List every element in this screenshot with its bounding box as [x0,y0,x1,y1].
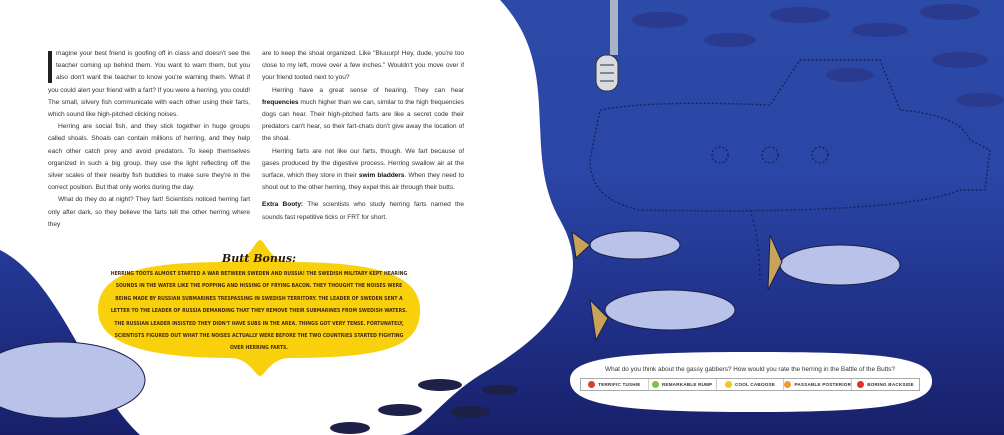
rating-option-boring-backside[interactable] [852,379,919,390]
rating-options [580,378,920,391]
keyword: frequencies [262,98,299,106]
periscope [596,0,618,91]
rating-section [580,366,920,391]
extra-booty [262,199,464,223]
face-icon [784,381,791,388]
paragraph: Herring are social fish, and they stick together in huge groups called shoals. Shoals can contain millions of herring, and they help each other catch prey and avoid predators. To keep themselves organized in such a big group, they use the light reflecting off the silver scales of their nearby fish buddies to make sure they're in the correct position. But that only works during the day. [48,123,250,192]
option-label: PASSABLE POSTERIOR [794,382,852,387]
drop-cap-i [48,51,52,83]
text: The scientists who study herring farts named the sounds fast repetitive ticks or FRT for short. [262,201,464,221]
text: much higher than we can, similar to the high frequencies dogs can hear. Their high-pitched farts are like a secret code their predators can't hear, so their fart-chats don't give away the location of the shoal. [262,98,464,143]
option-label: REMARKABLE RUMP [661,382,713,387]
bonus-title: Butt Bonus: [221,252,297,265]
text-column-right [262,48,464,224]
rating-option-cool-caboose[interactable] [717,379,785,390]
text-column-left [48,48,250,231]
sunglasses-face-icon [725,381,732,388]
option-label: BORING BACKSIDE [867,382,914,387]
bonus-body: HERRING TOOTS ALMOST STARTED A WAR BETWEEN SWEDEN AND RUSSIA! THE SWEDISH MILITARY KEPT HEARING SOUNDS IN THE WATER LIKE THE POPPING AND HISSING OF FRYING BACON. THEY THOUGHT THE NOISES WERE BEING MADE BY RUSSIAN SUBMARINES TRESPASSING IN SWEDISH TERRITORY. THE LEADER OF SWEDEN SENT A LETTER TO THE LEADER OF RUSSIA DEMANDING THAT THEY REMOVE THEIR SUBMARINES FROM SWEDISH WATERS. THE RUSSIAN LEADER INSISTED THEY DIDN'T HAVE SUBS IN THE AREA. THINGS GOT VERY TENSE. FORTUNATELY, SCIENTISTS FIGURED OUT WHAT THE NOISES ACTUALLY WERE BEFORE THE TWO COUNTRIES STARTED FIGHTING OVER HERRING FARTS. [110,271,408,352]
option-label: COOL CABOOSE [734,382,776,387]
rating-option-terrific-tushie[interactable] [581,379,649,390]
paragraph: What do they do at night? They fart! Scientists noticed herring fart only after dark, so they believe the farts tell the other herring where they [48,196,250,228]
extra-label: Extra Booty: [262,201,304,209]
rating-option-passable-posterior[interactable] [784,379,852,390]
face-icon [652,381,659,388]
rating-question: What do you think about the gassy gabbers? How would you rate the herring in the Battle of the Butts? [605,366,895,373]
paragraph: are to keep the shoal organized. Like "Bluuurp! Hey, dude, you're too close to my left, move over a few inches." Wouldn't you move over if your friend tooted next to you? [262,50,464,82]
distant-fish-shoal [632,4,1004,107]
butt-bonus [98,240,420,376]
text: . When they need to shout out to the other herring, they expel this air through their butts. [262,172,464,192]
text: Herring have a great sense of hearing. They can hear [272,86,464,94]
face-icon [857,381,864,388]
face-icon [588,381,595,388]
paragraph [262,85,464,146]
paragraph: magine your best friend is goofing off in class and doesn't see the teacher coming up behind them. You want to warn them, but you also don't want the teacher to know you're warning them. What if you could alert your friend with a fart? If you were a herring, you could! The small, silvery fish communicate with each other using their farts, which sound like high-pitched clicking noises. [48,50,250,119]
option-label: TERRIFIC TUSHIE [598,382,641,387]
text: Herring farts are not like our farts, though. We fart because of gases produced by the digestive process. Herring swallow air at the surface, which they store in their [262,147,464,180]
paragraph [262,146,464,195]
rating-option-remarkable-rump[interactable] [649,379,717,390]
keyword: swim bladders [358,172,405,180]
